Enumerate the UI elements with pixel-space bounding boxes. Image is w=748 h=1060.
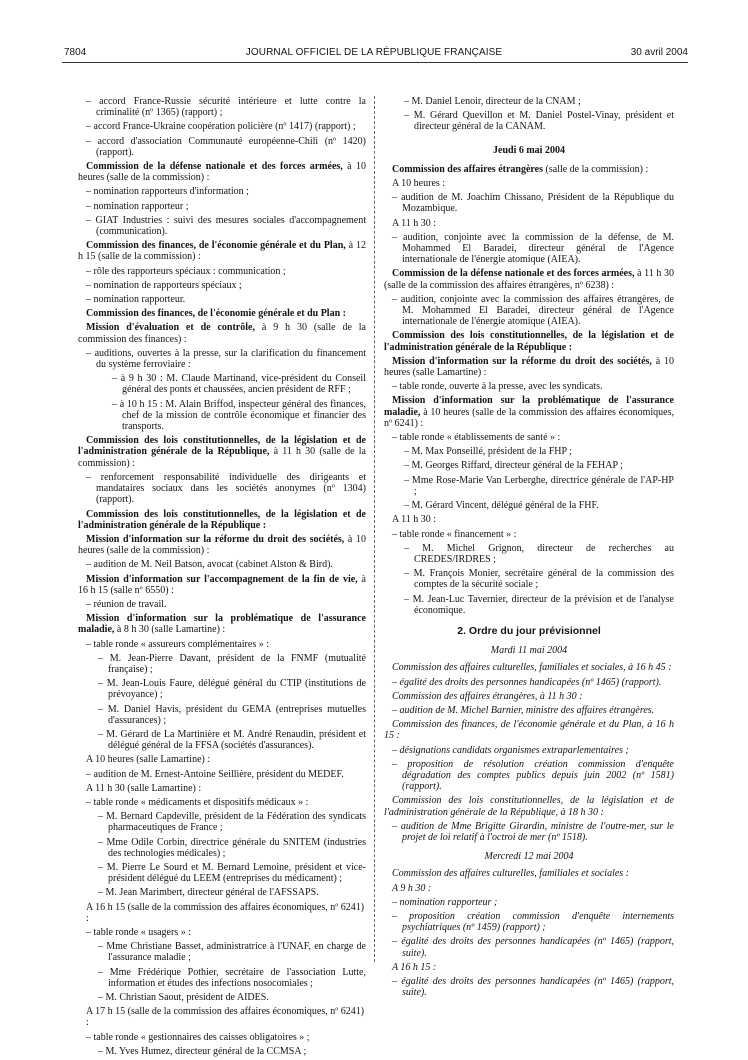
agenda-item: – nomination rapporteur ; — [392, 896, 498, 908]
agenda-heading-details: à 10 heures (salle de la commission) : — [78, 533, 366, 557]
agenda-subitem: – Mme Frédérique Pothier, secrétaire de l'association Lutte, information et études des infections nosocomiales ; — [98, 966, 366, 989]
agenda-heading — [78, 509, 366, 531]
agenda-item: – table ronde « établissements de santé » : — [392, 432, 561, 444]
agenda-subitem: – M. Gérard de La Martinière et M. André Renaudin, président et délégué général de la FFSA (sociétés d'assurances). — [98, 728, 366, 752]
agenda-item: – égalité des droits des personnes handicapées (nº 1465) (rapport, suite). — [392, 976, 674, 999]
agenda-item: – nomination rapporteurs d'information ; — [86, 186, 249, 198]
agenda-heading — [384, 268, 674, 290]
agenda-heading-details: à 11 h 30 (salle de la commission des affaires étrangères, nº 6238) : — [384, 268, 674, 291]
day-heading: Jeudi 6 mai 2004 — [493, 144, 565, 156]
agenda-heading-title: Commission des lois constitutionnelles, de la législation et de l'administration générale de la République, — [78, 435, 366, 458]
publication-date: 30 avril 2004 — [630, 47, 688, 58]
agenda-subitem: – M. Daniel Lenoir, directeur de la CNAM ; — [404, 96, 581, 107]
agenda-item: – égalité des droits des personnes handicapées (nº 1465) (rapport). — [392, 676, 662, 688]
agenda-heading-title: Commission des affaires étrangères — [392, 163, 543, 175]
agenda-heading: Commission des lois constitutionnelles, de la législation et de l'administration générale de la République, à 18 h 30 : — [384, 795, 674, 818]
agenda-heading — [384, 356, 674, 378]
journal-title: JOURNAL OFFICIEL DE LA RÉPUBLIQUE FRANÇAISE — [245, 47, 503, 58]
agenda-heading-title: Commission des finances, de l'économie générale et du Plan : — [86, 308, 346, 320]
agenda-item: – rôle des rapporteurs spéciaux : communication ; — [86, 265, 286, 277]
agenda-heading-details: à 8 h 30 (salle Lamartine) : — [114, 624, 226, 636]
agenda-heading-title: Mission d'information sur la réforme du droit des sociétés, — [86, 533, 345, 545]
agenda-heading: Commission des affaires culturelles, familiales et sociales : — [392, 868, 630, 880]
agenda-heading-details: à 16 h 15 (salle nº 6550) : — [78, 573, 366, 596]
section-heading: 2. Ordre du jour prévisionnel — [457, 624, 601, 637]
agenda-item: – accord d'association Communauté européenne-Chili (nº 1420) (rapport). — [86, 135, 366, 158]
agenda-item: – audition de M. Neil Batson, avocat (cabinet Alston & Bird). — [86, 559, 333, 571]
agenda-heading: Commission des finances, de l'économie générale et du Plan, à 16 h 15 : — [384, 719, 674, 742]
agenda-heading-title: Commission des finances, de l'économie générale et du Plan, — [86, 240, 346, 252]
agenda-heading-title: Commission de la défense nationale et des forces armées, — [86, 161, 343, 173]
agenda-heading — [78, 613, 366, 635]
agenda-subitem: – M. Jean-Pierre Davant, président de la FNMF (mutualité française) ; — [98, 652, 366, 675]
agenda-heading-details: à 11 h 30 (salle de la commission) : — [78, 446, 366, 469]
agenda-subitem: – à 9 h 30 : M. Claude Martinand, vice-président du Conseil général des ponts et chaussées, ancien président de RFF ; — [112, 373, 366, 396]
page-header — [0, 0, 748, 62]
agenda-item: – proposition de résolution création commission d'enquête dégradation des comptes publics depuis juin 2002 (nº 1581) (rapport). — [392, 758, 674, 793]
agenda-item: – égalité des droits des personnes handicapées (nº 1465) (rapport, suite). — [392, 936, 674, 959]
agenda-heading-title: Mission d'information sur la problématique de l'assurance maladie, — [384, 395, 674, 418]
agenda-item: – renforcement responsabilité individuelle des dirigeants et mandataires sociaux dans les sociétés anonymes (nº 1304) (rapport). — [86, 471, 366, 506]
agenda-subitem: – M. Pierre Le Sourd et M. Bernard Lemoine, président et vice-président délégué du LEEM (entreprises du médicament) ; — [98, 861, 366, 885]
agenda-item: – audition, conjointe avec la commission des affaires étrangères, de M. Mohammed El Baradei, directeur général de l'Agence internationale de l'énergie atomique (AIEA). — [392, 293, 674, 328]
time-slot: A 10 heures (salle Lamartine) : — [86, 754, 211, 766]
agenda-item: – table ronde « usagers » : — [86, 927, 191, 938]
agenda-heading-details: à 10 heures (salle Lamartine) : — [384, 355, 674, 379]
agenda-heading-title: Mission d'évaluation et de contrôle, — [86, 322, 255, 334]
agenda-subitem: – Mme Odile Corbin, directrice générale du SNITEM (industries des technologies médicales) ; — [98, 836, 366, 859]
agenda-item: – audition de M. Joachim Chissano, Président de la République du Mozambique. — [392, 192, 674, 215]
agenda-heading-details: à 12 h 15 (salle de la commission) : — [78, 240, 366, 263]
agenda-heading — [78, 534, 366, 556]
agenda-subitem: – M. Gérard Quevillon et M. Daniel Postel-Vinay, président et directeur général de la CANAM. — [404, 110, 674, 133]
agenda-item: – accord France-Russie sécurité intérieure et lutte contre la criminalité (nº 1365) (rapport) ; — [86, 96, 366, 119]
agenda-subitem: – M. Christian Saout, président de AIDES. — [98, 992, 269, 1004]
agenda-heading — [384, 395, 674, 429]
agenda-heading — [78, 435, 366, 469]
day-heading: Mardi 11 mai 2004 — [490, 645, 568, 657]
day-heading: Mercredi 12 mai 2004 — [484, 851, 574, 863]
agenda-subitem: – M. Jean Marimbert, directeur général de l'AFSSAPS. — [98, 887, 319, 899]
agenda-subitem: – M. Bernard Capdeville, président de la Fédération des syndicats pharmaceutiques de France ; — [98, 811, 366, 834]
agenda-heading-title: Commission de la défense nationale et des forces armées, — [392, 268, 635, 280]
agenda-item: – audition de M. Michel Barnier, ministre des affaires étrangères. — [392, 704, 655, 716]
agenda-item: – auditions, ouvertes à la presse, sur la clarification du financement du système ferroviaire : — [86, 347, 366, 371]
agenda-heading — [78, 161, 366, 183]
time-slot: A 11 h 30 : — [392, 217, 437, 229]
agenda-heading-title: Commission des lois constitutionnelles, de la législation et de l'administration générale de la République : — [384, 330, 674, 353]
agenda-subitem: – M. Max Ponseillé, président de la FHP ; — [404, 446, 572, 458]
agenda-heading-details: à 10 heures (salle de la commission) : — [78, 161, 366, 184]
agenda-item: – nomination rapporteur. — [86, 294, 186, 306]
agenda-item: – audition de Mme Brigitte Girardin, ministre de l'outre-mer, sur le projet de loi relatif à l'octroi de mer (nº 1518). — [392, 820, 674, 843]
agenda-heading-title: Mission d'information sur l'accompagnement de la fin de vie, — [86, 573, 358, 585]
agenda-item: – table ronde « gestionnaires des caisses obligatoires » ; — [86, 1031, 310, 1043]
agenda-subitem: – M. François Monier, secrétaire général de la commission des comptes de la sécurité sociale ; — [404, 568, 674, 591]
agenda-item: – proposition création commission d'enquête internements psychiatriques (nº 1459) (rapport) ; — [392, 910, 674, 934]
right-column — [384, 96, 674, 1001]
agenda-heading-title: Commission des lois constitutionnelles, de la législation et de l'administration générale de la République : — [78, 508, 366, 531]
agenda-item: – table ronde « médicaments et dispositifs médicaux » : — [86, 796, 309, 808]
agenda-item: – accord France-Ukraine coopération policière (nº 1417) (rapport) ; — [86, 121, 356, 133]
agenda-heading — [78, 322, 366, 344]
agenda-subitem: – à 10 h 15 : M. Alain Briffod, inspecteur général des finances, chef de la mission de contrôle économique et financier des transports. — [112, 398, 366, 433]
agenda-item: – désignations candidats organismes extraparlementaires ; — [392, 744, 629, 756]
agenda-subitem: – M. Daniel Havis, président du GEMA (entreprises mutuelles d'assurances) ; — [98, 703, 366, 726]
agenda-heading-title: Mission d'information sur la problématique de l'assurance maladie, — [78, 613, 366, 636]
agenda-item: – table ronde « financement » : — [392, 528, 517, 540]
agenda-item: – nomination rapporteur ; — [86, 200, 189, 212]
agenda-item: – audition de M. Ernest-Antoine Seillière, président du MEDEF. — [86, 768, 344, 780]
page-number: 7804 — [64, 47, 87, 58]
header-rule — [62, 62, 688, 63]
agenda-subitem: – M. Yves Humez, directeur général de la CCMSA ; — [98, 1045, 307, 1057]
agenda-subitem: – Mme Rose-Marie Van Lerberghe, directrice générale de l'AP-HP ; — [404, 474, 674, 497]
time-slot: A 16 h 15 (salle de la commission des affaires économiques, nº 6241) : — [86, 901, 365, 924]
time-slot: A 11 h 30 : — [392, 514, 437, 526]
left-column — [78, 96, 366, 1060]
agenda-item: – réunion de travail. — [86, 598, 167, 610]
agenda-subitem: – Mme Christiane Basset, administratrice à l'UNAF, en charge de l'assurance maladie ; — [98, 941, 366, 964]
agenda-subitem: – M. Jean-Louis Faure, délégué général du CTIP (institutions de prévoyance) ; — [98, 678, 366, 701]
agenda-item: – table ronde « assureurs complémentaires » : — [86, 638, 269, 650]
agenda-heading — [78, 240, 366, 262]
time-slot: A 16 h 15 : — [392, 961, 437, 973]
agenda-subitem: – M. Jean-Luc Tavernier, directeur de la prévision et de l'analyse économique. — [404, 593, 674, 616]
column-divider — [374, 96, 375, 962]
time-slot: A 9 h 30 : — [392, 882, 432, 894]
agenda-heading — [384, 164, 674, 175]
agenda-heading-details: (salle de la commission) : — [543, 163, 649, 175]
agenda-heading: Commission des affaires étrangères, à 11 h 30 : — [392, 690, 583, 702]
agenda-heading-details: à 9 h 30 (salle de la commission des finances) : — [78, 322, 366, 345]
time-slot: A 17 h 15 (salle de la commission des affaires économiques, nº 6241) : — [86, 1006, 365, 1029]
agenda-item: – table ronde, ouverte à la presse, avec les syndicats. — [392, 381, 603, 393]
agenda-heading: Commission des affaires culturelles, familiales et sociales, à 16 h 45 : — [392, 662, 672, 674]
agenda-heading — [78, 308, 366, 319]
agenda-item: – GIAT Industries : suivi des mesures sociales d'accompagnement (communication). — [86, 214, 366, 238]
agenda-heading-details: à 10 heures (salle de la commission des affaires économiques, nº 6241) : — [384, 406, 674, 429]
time-slot: A 11 h 30 (salle Lamartine) : — [86, 782, 202, 794]
agenda-heading — [78, 574, 366, 596]
agenda-item: – audition, conjointe avec la commission de la défense, de M. Mohammed El Baradei, directeur général de l'Agence internationale de l'énergie atomique (AIEA). — [392, 231, 674, 266]
agenda-subitem: – M. Michel Grignon, directeur de recherches au CREDES/IRDRES ; — [404, 542, 674, 565]
agenda-heading-title: Mission d'information sur la réforme du droit des sociétés, — [392, 355, 652, 367]
agenda-subitem: – M. Georges Riffard, directeur général de la FEHAP ; — [404, 460, 623, 472]
time-slot: A 10 heures : — [392, 178, 446, 190]
agenda-heading — [384, 330, 674, 352]
agenda-subitem: – M. Gérard Vincent, délégué général de la FHF. — [404, 500, 599, 512]
agenda-item: – nomination de rapporteurs spéciaux ; — [86, 279, 242, 291]
